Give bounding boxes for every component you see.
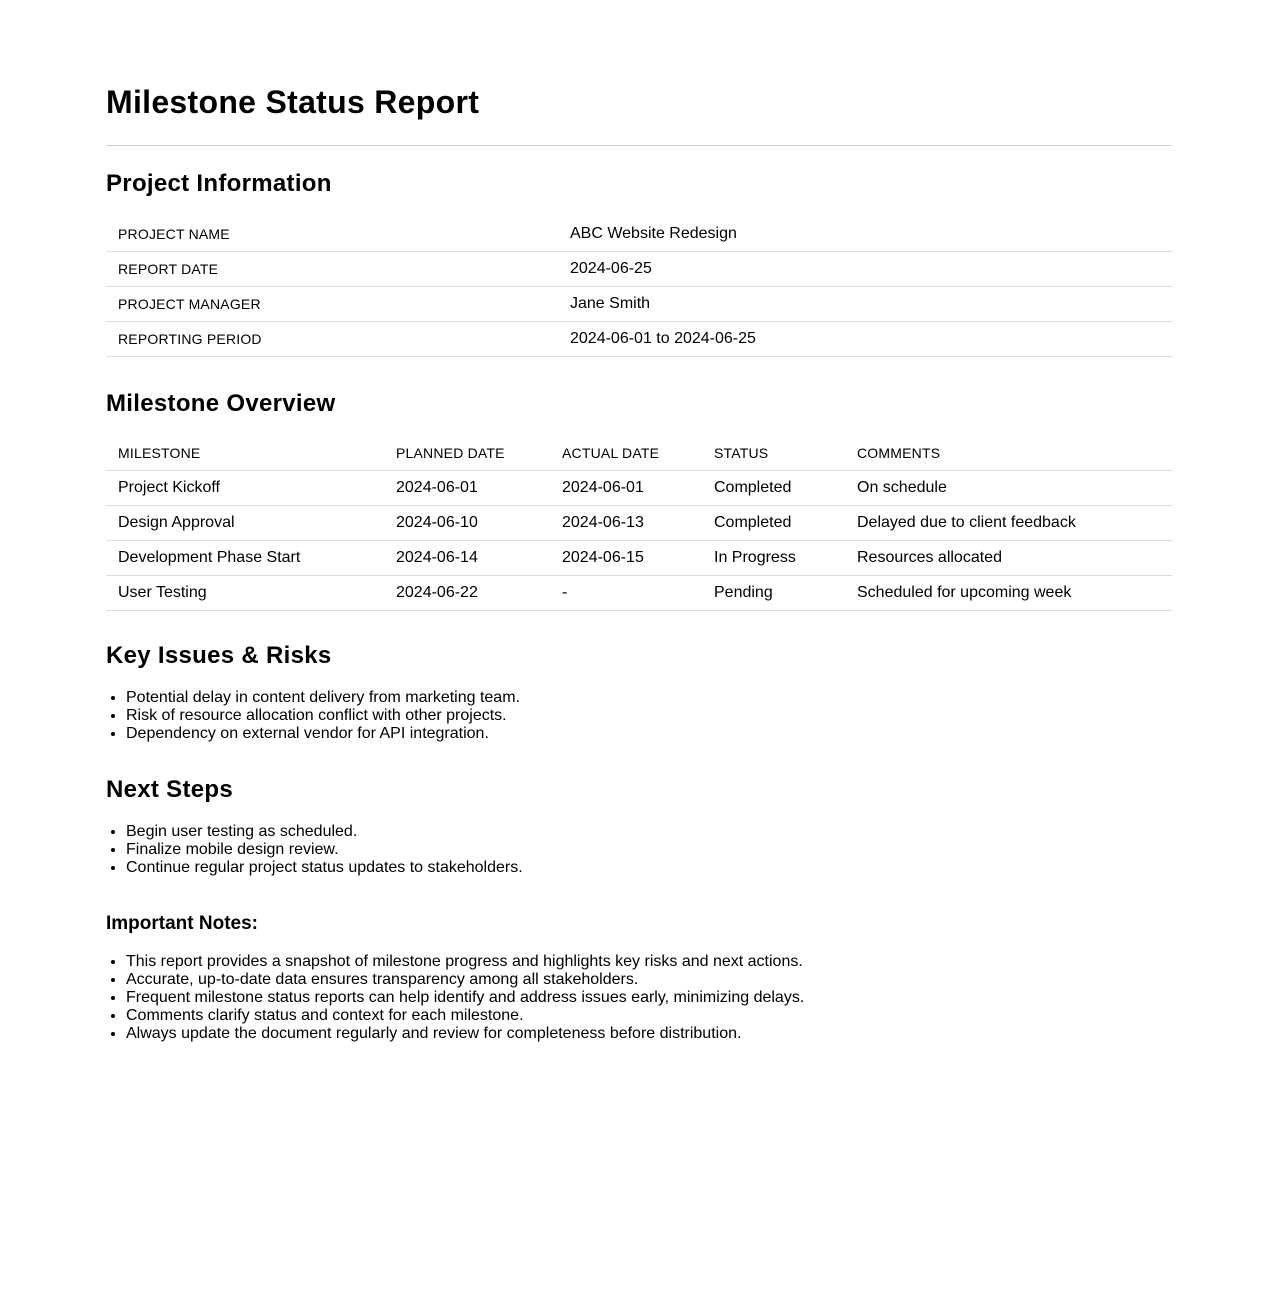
info-row bbox=[106, 217, 1172, 252]
actual-date-cell: 2024-06-13 bbox=[550, 506, 702, 541]
column-header-milestone: MILESTONE bbox=[106, 436, 384, 471]
planned-date-cell: 2024-06-01 bbox=[384, 471, 550, 506]
milestone-cell: Design Approval bbox=[106, 506, 384, 541]
column-header-comments: COMMENTS bbox=[845, 436, 1172, 471]
column-header-actual-date: ACTUAL DATE bbox=[550, 436, 702, 471]
actual-date-cell: - bbox=[550, 576, 702, 611]
info-row bbox=[106, 322, 1172, 357]
next-steps-list bbox=[106, 823, 523, 877]
list-item: • Risk of resource allocation conflict with other projects. bbox=[126, 707, 520, 725]
info-label: PROJECT NAME bbox=[106, 217, 558, 252]
issues-list bbox=[106, 689, 520, 743]
notes-list bbox=[106, 953, 804, 1043]
info-value: ABC Website Redesign bbox=[558, 217, 1172, 252]
info-row bbox=[106, 287, 1172, 322]
table-row bbox=[106, 506, 1172, 541]
project-info-table bbox=[106, 217, 1172, 357]
milestone-cell: Project Kickoff bbox=[106, 471, 384, 506]
info-label: PROJECT MANAGER bbox=[106, 287, 558, 322]
milestone-overview-heading: Milestone Overview bbox=[106, 390, 336, 417]
table-header-row bbox=[106, 436, 1172, 471]
actual-date-cell: 2024-06-01 bbox=[550, 471, 702, 506]
comments-cell: On schedule bbox=[845, 471, 1172, 506]
info-value: 2024-06-01 to 2024-06-25 bbox=[558, 322, 1172, 357]
table-row bbox=[106, 471, 1172, 506]
list-item: • Potential delay in content delivery from marketing team. bbox=[126, 689, 520, 707]
column-header-status: STATUS bbox=[702, 436, 845, 471]
info-value: 2024-06-25 bbox=[558, 252, 1172, 287]
comments-cell: Resources allocated bbox=[845, 541, 1172, 576]
notes-heading: Important Notes: bbox=[106, 913, 258, 934]
list-item: • Always update the document regularly and review for completeness before distribution. bbox=[126, 1025, 804, 1043]
page-title: Milestone Status Report bbox=[106, 84, 480, 120]
status-cell: In Progress bbox=[702, 541, 845, 576]
actual-date-cell: 2024-06-15 bbox=[550, 541, 702, 576]
info-row bbox=[106, 252, 1172, 287]
column-header-planned-date: PLANNED DATE bbox=[384, 436, 550, 471]
info-label: REPORTING PERIOD bbox=[106, 322, 558, 357]
milestone-cell: User Testing bbox=[106, 576, 384, 611]
list-item: • Dependency on external vendor for API integration. bbox=[126, 725, 520, 743]
list-item: • Begin user testing as scheduled. bbox=[126, 823, 523, 841]
list-item: • Continue regular project status updates to stakeholders. bbox=[126, 859, 523, 877]
planned-date-cell: 2024-06-10 bbox=[384, 506, 550, 541]
list-item: • Accurate, up-to-date data ensures transparency among all stakeholders. bbox=[126, 971, 804, 989]
list-item: • Frequent milestone status reports can help identify and address issues early, minimizing delays. bbox=[126, 989, 804, 1007]
list-item: • Comments clarify status and context for each milestone. bbox=[126, 1007, 804, 1025]
comments-cell: Scheduled for upcoming week bbox=[845, 576, 1172, 611]
info-value: Jane Smith bbox=[558, 287, 1172, 322]
planned-date-cell: 2024-06-22 bbox=[384, 576, 550, 611]
milestone-table bbox=[106, 436, 1172, 611]
planned-date-cell: 2024-06-14 bbox=[384, 541, 550, 576]
status-cell: Pending bbox=[702, 576, 845, 611]
comments-cell: Delayed due to client feedback bbox=[845, 506, 1172, 541]
title-divider bbox=[106, 145, 1172, 146]
info-label: REPORT DATE bbox=[106, 252, 558, 287]
list-item: • This report provides a snapshot of milestone progress and highlights key risks and next actions. bbox=[126, 953, 804, 971]
next-steps-heading: Next Steps bbox=[106, 776, 234, 803]
list-item: • Finalize mobile design review. bbox=[126, 841, 523, 859]
table-row bbox=[106, 576, 1172, 611]
table-row bbox=[106, 541, 1172, 576]
status-cell: Completed bbox=[702, 471, 845, 506]
project-info-heading: Project Information bbox=[106, 170, 332, 197]
status-cell: Completed bbox=[702, 506, 845, 541]
issues-heading: Key Issues & Risks bbox=[106, 642, 332, 669]
milestone-cell: Development Phase Start bbox=[106, 541, 384, 576]
